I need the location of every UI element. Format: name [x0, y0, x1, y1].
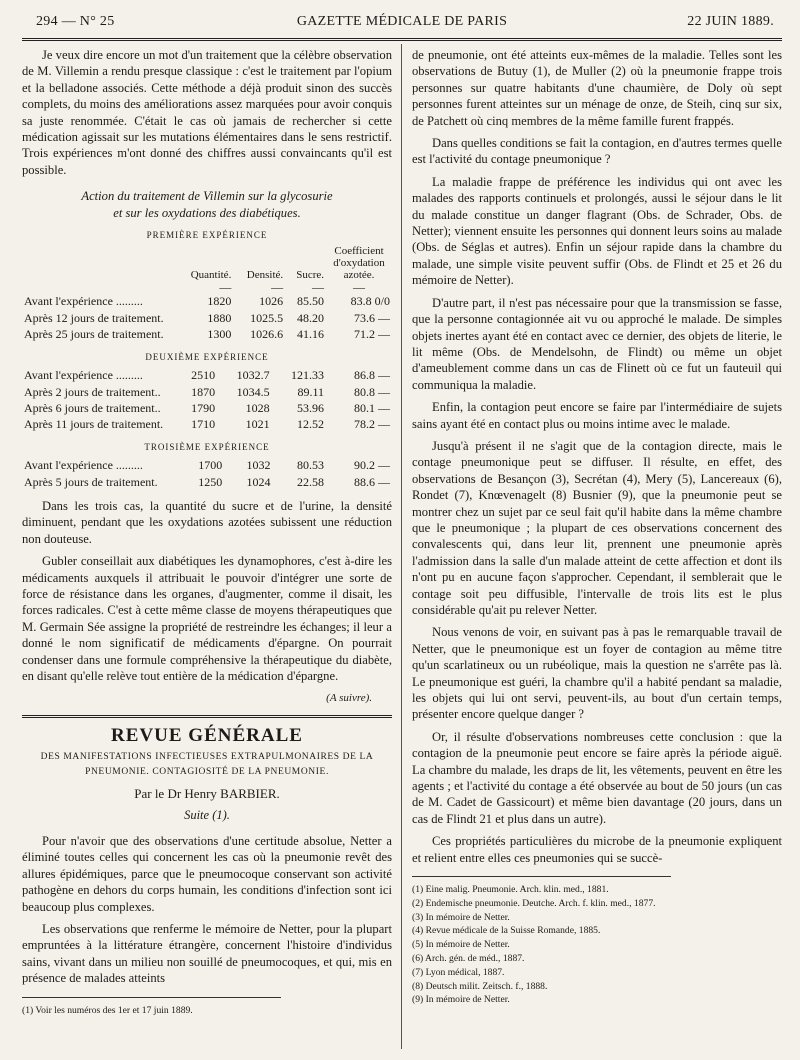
dash: — [312, 280, 324, 295]
cell-densite: 1026 [259, 294, 284, 309]
table-row [22, 416, 392, 432]
experience-table [22, 367, 392, 433]
cell-densite: 1021 [245, 417, 270, 432]
left-column [22, 47, 392, 1017]
cell-sucre: 53.96 [297, 400, 324, 415]
experience-title: DEUXIÈME EXPÉRIENCE [145, 351, 269, 362]
row-label: Après 5 jours de traitement. [24, 474, 158, 489]
paragraph: Jusqu'à présent il ne s'agit que de la contagion directe, mais le contage pneumonique peut se diffuser. Il résulte, en effet, des observations de Besançon (3), Secrétan (4), Mery (5), Lancereaux (6), Rondet (7), Knœvenagelt (8) Busnier (9), que la pneumonie peut se montrer chez un sujet par ce seul fait qu'il habite dans la même chambre que le pneumonique ; la plupart de ces observations concernent des convalescents qui, dans leur lit, prennent une pneumonie après l'admission dans la salle d'un malade atteint de cette affection et dont ils n'ont pu en aucune façon s'approcher. Cependant, il semblerait que le contage soit peu diffusible, l'intervalle de trois lits est le plus considérable qu'ait pu relever Netter. [412, 438, 782, 617]
row-label: Après 25 jours de traitement. [24, 327, 164, 342]
cell-coefficient: 90.2 — [354, 458, 390, 473]
paragraph: Je veux dire encore un mot d'un traitement que la célèbre observation de M. Villemin a rendu presque classique : c'est le traitement par l'opium et la belladone associés. Cette méthode a déjà produit sinon des succès complets, du moins des améliorations assez marquées pour avoir conquis sa juste renommée. C'était le cas où jamais de rechercher si cette médication agissait sur les mutations élémentaires dans le sens restrictif. Trois expériences m'ont donné des chiffres aussi convaincants qu'il est possible. [22, 48, 392, 177]
paragraph: Enfin, la contagion peut encore se faire par l'intermédiaire de sujets sains ayant été en contact plus ou moins intime avec le malade. [412, 400, 782, 431]
cell-quantite: 1700 [198, 458, 223, 473]
row-label: Avant l'expérience ......... [24, 294, 143, 309]
author-line: Par le Dr Henry BARBIER. [134, 786, 280, 802]
table-caption [22, 188, 392, 221]
footnote: (2) Endemische pneumonie. Deutche. Arch. f. klin. med., 1877. [412, 897, 656, 909]
cell-densite: 1032.7 [236, 368, 270, 383]
table-row [22, 367, 392, 383]
table-row [22, 400, 392, 416]
cell-sucre: 85.50 [297, 294, 324, 309]
cell-sucre: 41.16 [297, 327, 324, 342]
row-label: Après 12 jours de traitement. [24, 310, 164, 325]
page-number: 294 — N° 25 [36, 14, 115, 29]
section-subtitle-line: PNEUMONIE. CONTAGIOSITÉ DE LA PNEUMONIE. [85, 767, 329, 778]
row-label: Avant l'expérience ......... [24, 368, 143, 383]
issue-date: 22 JUIN 1889. [687, 14, 774, 29]
paragraph: La maladie frappe de préférence les individus qui ont avec les malades des rapports continuels et prolongés, aussi le séjour dans le lit du malade constitue un danger flagrant (Obs. de Schrader, Obs. de Netter); viennent ensuite les personnes qui donnent leurs soins au malade (Obs. de Séglas et autres). Enfin un séjour rapide dans la chambre du malade, une simple visite peuvent suffir (Obs. de Flindt et 25 et 26 du mémoire de Netter). [412, 174, 782, 288]
footnote-rule [22, 997, 281, 998]
cell-densite: 1028 [245, 400, 270, 415]
column-header: Densité. [246, 269, 284, 282]
cell-sucre: 22.58 [297, 474, 324, 489]
paragraph: de pneumonie, ont été atteints eux-mêmes de la maladie. Telles sont les observations de Butuy (1), de Muller (2) où la pneumonie frappe trois personnes sur quatre habitants d'une chaumière, de Doly où sept personnes furent atteintes sur un ménage de onze, de Steih, cinq sur six, de Patchett où cinq membres de la même famille furent frappés. [412, 48, 782, 128]
cell-quantite: 1820 [207, 294, 232, 309]
cell-coefficient: 80.8 — [354, 384, 390, 399]
cell-sucre: 12.52 [297, 417, 324, 432]
cell-quantite: 1790 [191, 400, 216, 415]
footnote: (7) Lyon médical, 1887. [412, 966, 505, 978]
cell-coefficient: 78.2 — [354, 417, 390, 432]
footnote-rule [412, 876, 671, 877]
cell-coefficient: 73.6 — [354, 310, 390, 325]
footnote: (8) Deutsch milit. Zeitsch. f., 1888. [412, 980, 548, 992]
table-row [22, 457, 392, 473]
cell-sucre: 121.33 [291, 368, 324, 383]
paragraph: D'autre part, il n'est pas nécessaire pour que la transmission se fasse, que la personne contagionnée ait vu ou approché le malade. De simples objets inertes ayant été en contact avec ce dernier, des objets de literie, le lit même (Obs. de Mendelsohn, de Flindt) ou même un objet d'ameublement comme dans un cas de Flinett où ce fut un fauteuil qui communiqua la maladie. [412, 295, 782, 392]
table-row [22, 384, 392, 400]
cell-coefficient: 80.1 — [354, 400, 390, 415]
header-rule [22, 38, 782, 41]
table-row [22, 326, 392, 342]
dash: — [353, 280, 365, 295]
cell-quantite: 1300 [207, 327, 232, 342]
cell-quantite: 2510 [191, 368, 216, 383]
paragraph: Nous venons de voir, en suivant pas à pas le remarquable travail de Netter, que le pneumonique est un foyer de contagion au même titre qu'un scarlatineux ou un rubéolique, mais la question ne s'arrête pas là. Le pneumonique est guéri, la chambre qu'il a habité pendant sa maladie, les objets qui lui ont servi, peuvent-ils, au bout d'un certain temps, présenter encore quelque danger ? [412, 625, 782, 722]
cell-coefficient: 88.6 — [354, 474, 390, 489]
table-row [22, 293, 392, 309]
experience-table [22, 245, 392, 342]
column-header: Quantité. [190, 269, 232, 282]
table-row [22, 474, 392, 490]
experience-table [22, 457, 392, 490]
paragraph: Or, il résulte d'observations nombreuses cette conclusion : que la contagion de la pneumonie peut encore se faire après la période aiguë. La chambre du malade, les draps de lit, les vêtements, peuvent en être les agents ; et l'activité du contage a été observée au bout de 50 jours (un cas de M. Cadet de Gassicourt) et même bien davantage (20 jours, dans un cas de Flindt 21 et plus dans un autre). [412, 729, 782, 826]
journal-title: GAZETTE MÉDICALE DE PARIS [296, 14, 508, 29]
cell-quantite: 1870 [191, 384, 216, 399]
suite-label: Suite (1). [184, 807, 230, 822]
footnotes-list [412, 883, 782, 1007]
column-header: Coefficient d'oxydation azotée. [333, 245, 385, 282]
row-label: Après 11 jours de traitement. [24, 417, 164, 432]
paragraph: Dans quelles conditions se fait la contagion, en d'autres termes quelle est l'activité du contage pneumonique ? [412, 136, 782, 167]
table-row [22, 310, 392, 326]
experience-title: PREMIÈRE EXPÉRIENCE [146, 230, 268, 241]
paragraph: Les observations que renferme le mémoire de Netter, pour la plupart empruntées à la littérature étrangère, concernent l'histoire d'individus sains, vivant dans un milieu non souillé de pneumocoques, et qui, mis en présence de malades atteints [22, 922, 392, 986]
cell-densite: 1025.5 [250, 310, 284, 325]
cell-quantite: 1250 [198, 474, 223, 489]
table-caption-line: et sur les oxydations des diabétiques. [113, 205, 301, 220]
cell-quantite: 1880 [207, 310, 232, 325]
section-subtitle [22, 750, 392, 780]
paragraph: Ces propriétés particulières du microbe de la pneumonie expliquent et relient entre elles ces pneumonies qui se succè- [412, 834, 782, 865]
experience-title: TROISIÈME EXPÉRIENCE [144, 441, 270, 452]
footnote: (9) In mémoire de Netter. [412, 994, 510, 1006]
footnote: (6) Arch. gén. de méd., 1887. [412, 953, 525, 965]
cell-coefficient: 86.8 — [354, 368, 390, 383]
cell-densite: 1024 [246, 474, 271, 489]
paragraph: Gubler conseillait aux diabétiques les dynamophores, c'est à-dire les médicaments auxquels il attribuait le pouvoir d'intégrer une sorte de force de résistance dans les organes, d'augmenter, comme il disait, les forces radicales. C'est à cette même classe de moyens thérapeutiques que M. Germain Sée assigne la propriété de restreindre les échanges; il leur a donné le nom significatif de médicaments d'épargne. On pourrait condenser dans une formule compréhensive la thérapeutique du diabète, en disant qu'elle relève tout entière de la médication d'épargne. [22, 554, 392, 683]
footnote: (1) Voir les numéros des 1er et 17 juin 1889. [22, 1004, 193, 1016]
cell-densite: 1026.6 [250, 327, 284, 342]
table-caption-line: Action du traitement de Villemin sur la glycosurie [81, 189, 333, 204]
section-rule [22, 715, 392, 718]
section-subtitle-line: DES MANIFESTATIONS INFECTIEUSES EXTRAPULMONAIRES DE LA [40, 752, 374, 763]
section-title: REVUE GÉNÉRALE [111, 724, 303, 746]
footnote: (1) Eine malig. Pneumonie. Arch. klin. med., 1881. [412, 884, 609, 896]
a-suivre: (A suivre). [326, 692, 372, 705]
dash: — [219, 280, 232, 295]
cell-sucre: 48.20 [297, 310, 324, 325]
footnote: (5) In mémoire de Netter. [412, 939, 510, 951]
row-label: Après 6 jours de traitement.. [24, 400, 161, 415]
cell-coefficient: 83.8 0/0 [350, 294, 390, 309]
paragraph: Pour n'avoir que des observations d'une certitude absolue, Netter a éliminé toutes celles qui concernent les cas où la pneumonie revêt des allures épidémiques, parce que le pneumocoque conservant son activité pathogène en dehors du corps humain, les conditions d'infection sont ici beaucoup plus complexes. [22, 834, 392, 914]
cell-densite: 1032 [246, 458, 271, 473]
cell-coefficient: 71.2 — [354, 327, 390, 342]
cell-densite: 1034.5 [236, 384, 270, 399]
right-column [412, 47, 782, 1007]
cell-sucre: 89.11 [297, 384, 324, 399]
column-divider [401, 44, 402, 1049]
column-header: Sucre. [296, 269, 324, 282]
paragraph: Dans les trois cas, la quantité du sucre et de l'urine, la densité diminuent, pendant que les oxydations azotées subissent une réduction non douteuse. [22, 498, 392, 546]
page-header [22, 10, 782, 34]
footnote: (3) In mémoire de Netter. [412, 911, 510, 923]
footnote: (4) Revue médicale de la Suisse Romande, 1885. [412, 925, 601, 937]
cell-quantite: 1710 [191, 417, 216, 432]
cell-sucre: 80.53 [297, 458, 324, 473]
dash: — [271, 280, 284, 295]
row-label: Après 2 jours de traitement.. [24, 384, 161, 399]
row-label: Avant l'expérience ......... [24, 458, 143, 473]
